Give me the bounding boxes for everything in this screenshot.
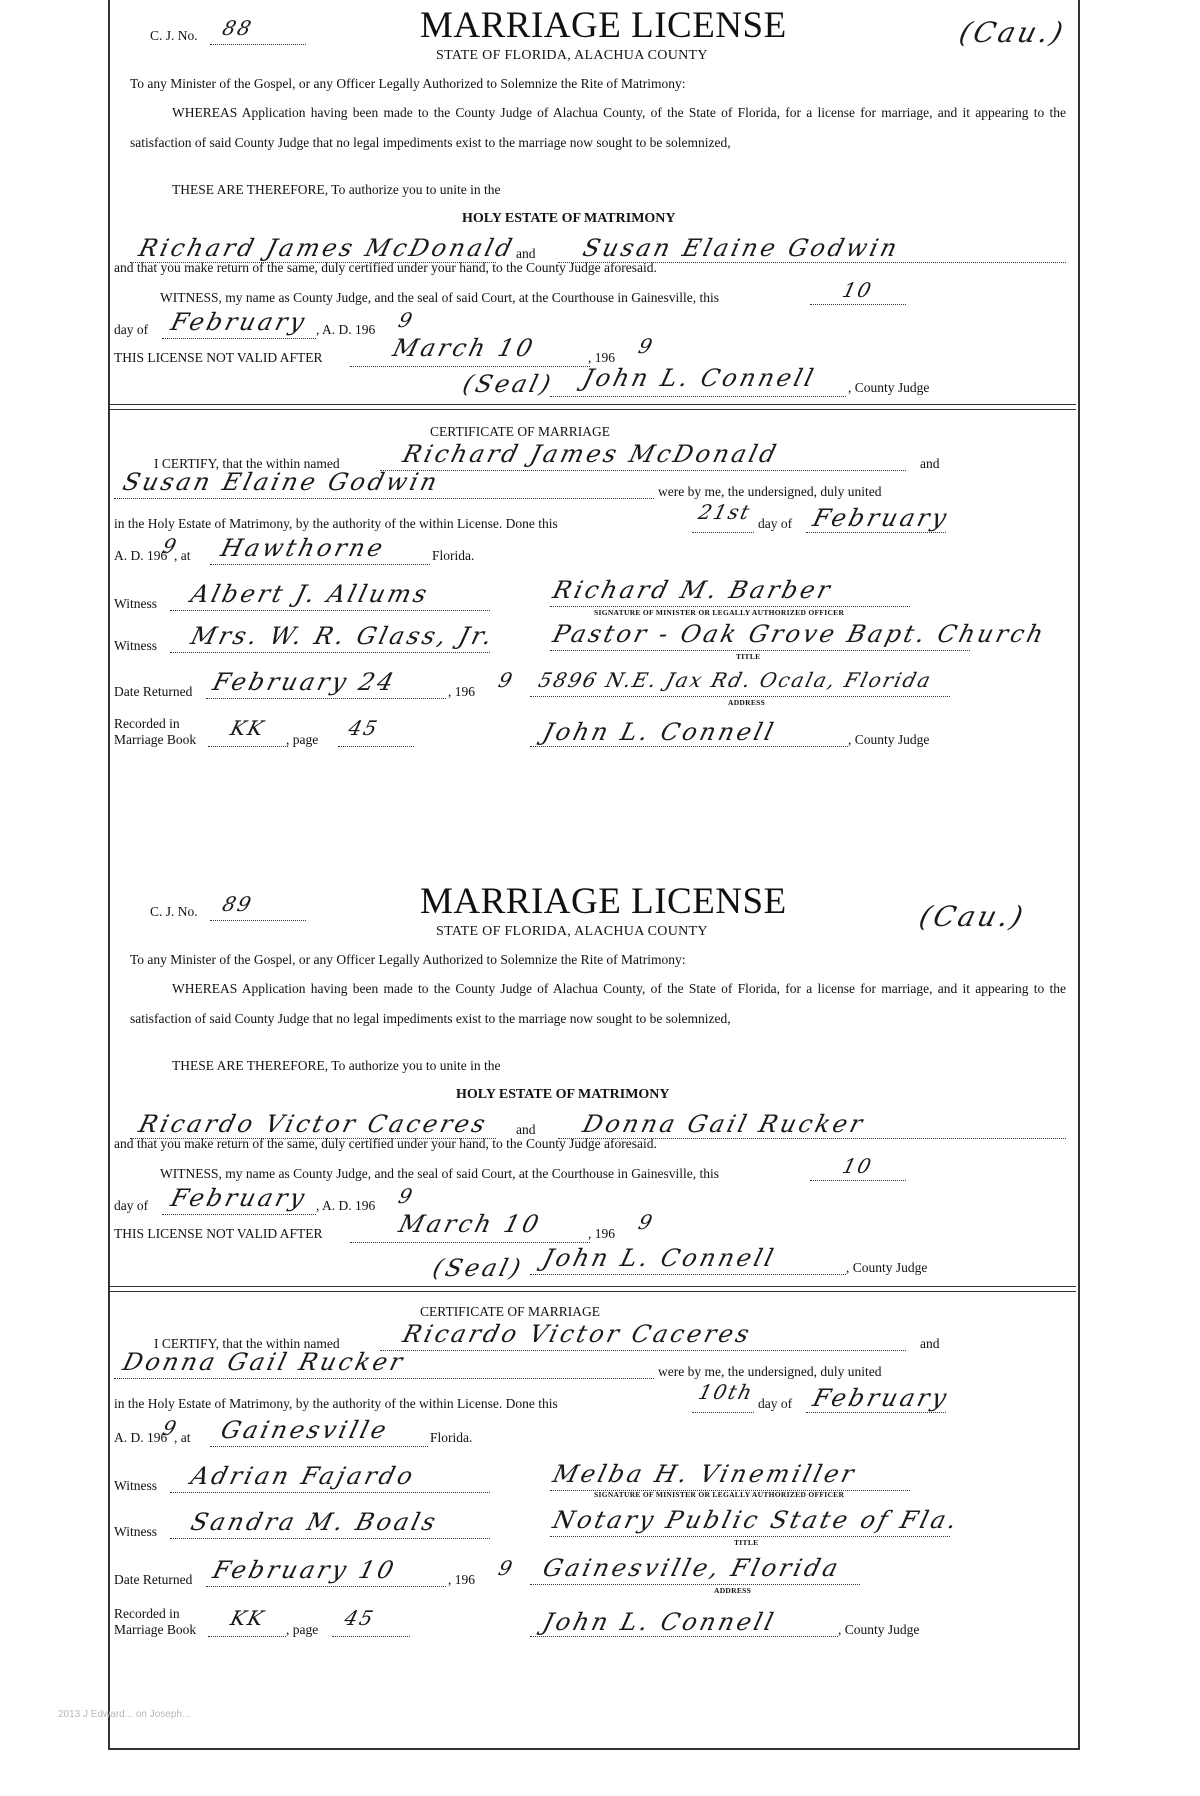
- cert-groom: Ricardo Victor Caceres: [400, 1320, 755, 1348]
- return-text: and that you make return of the same, duly certified under your hand, to the County Judge aforesaid.: [114, 1136, 657, 1151]
- recorder-signature: John L. Connell: [540, 718, 780, 746]
- these-are-text: THESE ARE THEREFORE, To authorize you to unite in the: [172, 1058, 501, 1073]
- returned-year-label: , 196: [448, 684, 475, 699]
- book-line: [208, 746, 288, 747]
- were-united-text: were by me, the undersigned, duly united: [658, 484, 882, 499]
- marriage-book-label: Marriage Book: [114, 732, 197, 747]
- witness2-label: Witness: [114, 638, 157, 653]
- witness2-line: [170, 652, 490, 653]
- not-valid-year-label: , 196: [588, 350, 615, 365]
- section-rule: [110, 404, 1076, 410]
- bride-name: Susan Elaine Godwin: [580, 234, 903, 262]
- seal-mark: (Seal): [460, 370, 557, 398]
- witness1-line: [170, 1492, 490, 1493]
- license-title: MARRIAGE LICENSE: [420, 881, 787, 922]
- witness1-signature: Adrian Fajardo: [188, 1462, 419, 1490]
- witness1-label: Witness: [114, 596, 157, 611]
- page-line: [332, 1636, 410, 1637]
- whereas-text: WHEREAS Application having been made to the County Judge of Alachua County, of the State of Florida, for a license for marriage, and it appearing to the satisfaction of said County Judge that no legal impediments exist to the marriage now sought to be solemnized,: [130, 981, 1066, 1026]
- were-united-text: were by me, the undersigned, duly united: [658, 1364, 882, 1379]
- section-rule: [110, 1286, 1076, 1292]
- place-line: [210, 564, 430, 565]
- ad-label: , A. D. 196: [316, 322, 376, 337]
- florida-label: Florida.: [430, 1430, 473, 1445]
- witness-day-line: [810, 1180, 906, 1181]
- copyright-watermark: 2013 J Edward... on Joseph...: [58, 1709, 191, 1720]
- cert-groom-line: [380, 1350, 906, 1351]
- officer-line: [550, 606, 910, 607]
- officer-title: Pastor - Oak Grove Bapt. Church: [550, 620, 1050, 648]
- year-digit: 9: [396, 1184, 417, 1208]
- date-returned-label: Date Returned: [114, 684, 193, 699]
- holy-estate-text: in the Holy Estate of Matrimony, by the authority of the within License. Done this: [114, 1396, 558, 1411]
- recorded-in-label: Recorded in: [114, 716, 180, 731]
- officer-title-line: [550, 1536, 950, 1537]
- ad-place-label: A. D. 196: [114, 1430, 168, 1445]
- sig-caption: SIGNATURE OF MINISTER OR LEGALLY AUTHORIZED OFFICER: [594, 608, 845, 617]
- county-judge-label: , County Judge: [846, 1260, 928, 1275]
- done-month: February: [810, 1384, 953, 1412]
- officer-signature: Melba H. Vinemiller: [550, 1460, 860, 1488]
- license-state: STATE OF FLORIDA, ALACHUA COUNTY: [436, 48, 708, 63]
- and-word: and: [516, 246, 536, 261]
- date-returned-line: [206, 1586, 446, 1587]
- cert-groom-line: [380, 470, 906, 471]
- month-line: [162, 1214, 316, 1215]
- book-line: [208, 1636, 286, 1637]
- officer-title-line: [550, 650, 970, 651]
- margin-note: (Cau.): [956, 16, 1070, 49]
- cert-bride-line: [114, 498, 654, 499]
- cj-label: C. J. No.: [150, 904, 198, 919]
- witness-day: 10: [840, 1154, 876, 1178]
- done-month-line: [806, 532, 946, 533]
- certify-text: I CERTIFY, that the within named: [154, 456, 340, 471]
- book: KK: [228, 716, 268, 740]
- cj-line: [210, 44, 306, 45]
- cj-number: 89: [220, 892, 256, 916]
- not-valid-year-digit: 9: [636, 334, 657, 358]
- done-day: 10th: [696, 1380, 757, 1404]
- judge-line: [550, 396, 846, 397]
- certificate-title: CERTIFICATE OF MARRIAGE: [420, 1304, 600, 1319]
- bride-name: Donna Gail Rucker: [580, 1110, 869, 1138]
- officer-signature: Richard M. Barber: [550, 576, 836, 604]
- recorder-county-judge: , County Judge: [848, 732, 930, 747]
- judge-signature: John L. Connell: [540, 1244, 780, 1272]
- witness2-signature: Sandra M. Boals: [188, 1508, 442, 1536]
- returned-year-label: , 196: [448, 1572, 475, 1587]
- date-returned-label: Date Returned: [114, 1572, 193, 1587]
- cj-line: [210, 920, 306, 921]
- at-label: , at: [174, 1430, 191, 1445]
- marriage-license-89: [110, 876, 1076, 1746]
- not-valid-label: THIS LICENSE NOT VALID AFTER: [114, 350, 323, 365]
- page-label: , page: [286, 732, 319, 747]
- cert-bride: Susan Elaine Godwin: [120, 468, 443, 496]
- judge-line: [530, 1274, 846, 1275]
- date-returned: February 10: [210, 1556, 400, 1584]
- page-number: 45: [342, 1606, 378, 1630]
- ad-place-label: A. D. 196: [114, 548, 168, 563]
- address-caption: ADDRESS: [714, 1586, 752, 1595]
- cert-and: and: [920, 1336, 940, 1351]
- not-valid-year-label: , 196: [588, 1226, 615, 1241]
- cj-label: C. J. No.: [150, 28, 198, 43]
- witness-day: 10: [840, 278, 876, 302]
- cert-bride-line: [114, 1378, 654, 1379]
- recorder-county-judge: , County Judge: [838, 1622, 920, 1637]
- page-line: [338, 746, 414, 747]
- address-line: [530, 696, 950, 697]
- cj-number: 88: [220, 16, 256, 40]
- day-of-label: day of: [114, 322, 149, 337]
- title-caption: TITLE: [734, 1538, 759, 1547]
- marriage-book-label: Marriage Book: [114, 1622, 197, 1637]
- and-word: and: [516, 1122, 536, 1137]
- done-day: 21st: [696, 500, 754, 524]
- marriage-license-88: [110, 0, 1076, 880]
- returned-year: 9: [496, 668, 517, 692]
- address: Gainesville, Florida: [540, 1554, 844, 1582]
- cert-groom: Richard James McDonald: [400, 440, 782, 468]
- recorder-line: [530, 746, 848, 747]
- recorder-line: [530, 1636, 838, 1637]
- license-state: STATE OF FLORIDA, ALACHUA COUNTY: [436, 924, 708, 939]
- to-minister-text: To any Minister of the Gospel, or any Officer Legally Authorized to Solemnize the Rite of Matrimony:: [130, 952, 686, 967]
- ad-place-year: 9: [160, 534, 181, 558]
- returned-year: 9: [496, 1556, 517, 1580]
- witness-text: WITNESS, my name as County Judge, and the seal of said Court, at the Courthouse in Gainesville, this: [160, 290, 720, 305]
- place: Gainesville: [218, 1416, 392, 1444]
- title-caption: TITLE: [736, 652, 761, 661]
- month: February: [168, 1184, 311, 1212]
- date-returned-line: [206, 698, 446, 699]
- at-label: , at: [174, 548, 191, 563]
- certificate-title: CERTIFICATE OF MARRIAGE: [430, 424, 610, 439]
- not-valid-date: March 10: [390, 334, 539, 362]
- county-judge-label: , County Judge: [848, 380, 930, 395]
- year-digit: 9: [396, 308, 417, 332]
- address-line: [530, 1584, 860, 1585]
- seal-mark: (Seal): [430, 1254, 527, 1282]
- witness2-line: [170, 1538, 490, 1539]
- groom-name: Richard James McDonald: [136, 234, 518, 262]
- officer-title: Notary Public State of Fla.: [550, 1506, 963, 1534]
- witness2-signature: Mrs. W. R. Glass, Jr.: [188, 622, 498, 650]
- page-number: 45: [346, 716, 382, 740]
- sig-caption: SIGNATURE OF MINISTER OR LEGALLY AUTHORIZED OFFICER: [594, 1490, 845, 1499]
- certify-text: I CERTIFY, that the within named: [154, 1336, 340, 1351]
- return-text: and that you make return of the same, duly certified under your hand, to the County Judge aforesaid.: [114, 260, 657, 275]
- cert-bride: Donna Gail Rucker: [120, 1348, 409, 1376]
- place-line: [210, 1446, 428, 1447]
- florida-label: Florida.: [432, 548, 475, 563]
- margin-note: (Cau.): [916, 900, 1030, 933]
- not-valid-label: THIS LICENSE NOT VALID AFTER: [114, 1226, 323, 1241]
- not-valid-date: March 10: [396, 1210, 545, 1238]
- holy-estate-heading: HOLY ESTATE OF MATRIMONY: [462, 211, 676, 226]
- not-valid-line: [350, 1242, 590, 1243]
- whereas-text: WHEREAS Application having been made to the County Judge of Alachua County, of the State of Florida, for a license for marriage, and it appearing to the satisfaction of said County Judge that no legal impediments exist to the marriage now sought to be solemnized,: [130, 105, 1066, 150]
- witness1-label: Witness: [114, 1478, 157, 1493]
- book: KK: [228, 1606, 268, 1630]
- address-caption: ADDRESS: [728, 698, 766, 707]
- cert-and: and: [920, 456, 940, 471]
- to-minister-text: To any Minister of the Gospel, or any Officer Legally Authorized to Solemnize the Rite of Matrimony:: [130, 76, 686, 91]
- recorder-signature: John L. Connell: [540, 1608, 780, 1636]
- witness1-signature: Albert J. Allums: [188, 580, 433, 608]
- day-of-text: day of: [758, 516, 793, 531]
- day-of-label: day of: [114, 1198, 149, 1213]
- recorded-in-label: Recorded in: [114, 1606, 180, 1621]
- ad-place-year: 9: [160, 1416, 181, 1440]
- day-of-text: day of: [758, 1396, 793, 1411]
- holy-estate-text: in the Holy Estate of Matrimony, by the authority of the within License. Done this: [114, 516, 558, 531]
- done-month: February: [810, 504, 953, 532]
- ad-label: , A. D. 196: [316, 1198, 376, 1213]
- place: Hawthorne: [218, 534, 389, 562]
- month-line: [162, 338, 316, 339]
- witness1-line: [170, 610, 490, 611]
- witness-text: WITNESS, my name as County Judge, and the seal of said Court, at the Courthouse in Gainesville, this: [160, 1166, 720, 1181]
- not-valid-year-digit: 9: [636, 1210, 657, 1234]
- these-are-text: THESE ARE THEREFORE, To authorize you to unite in the: [172, 182, 501, 197]
- done-day-line: [692, 1412, 754, 1413]
- address: 5896 N.E. Jax Rd. Ocala, Florida: [536, 668, 935, 692]
- done-month-line: [806, 1412, 946, 1413]
- page-label: , page: [286, 1622, 319, 1637]
- judge-signature: John L. Connell: [580, 364, 820, 392]
- license-title: MARRIAGE LICENSE: [420, 5, 787, 46]
- month: February: [168, 308, 311, 336]
- holy-estate-heading: HOLY ESTATE OF MATRIMONY: [456, 1087, 670, 1102]
- groom-name: Ricardo Victor Caceres: [136, 1110, 491, 1138]
- done-day-line: [692, 532, 754, 533]
- witness2-label: Witness: [114, 1524, 157, 1539]
- witness-day-line: [810, 304, 906, 305]
- not-valid-line: [350, 366, 590, 367]
- date-returned: February 24: [210, 668, 400, 696]
